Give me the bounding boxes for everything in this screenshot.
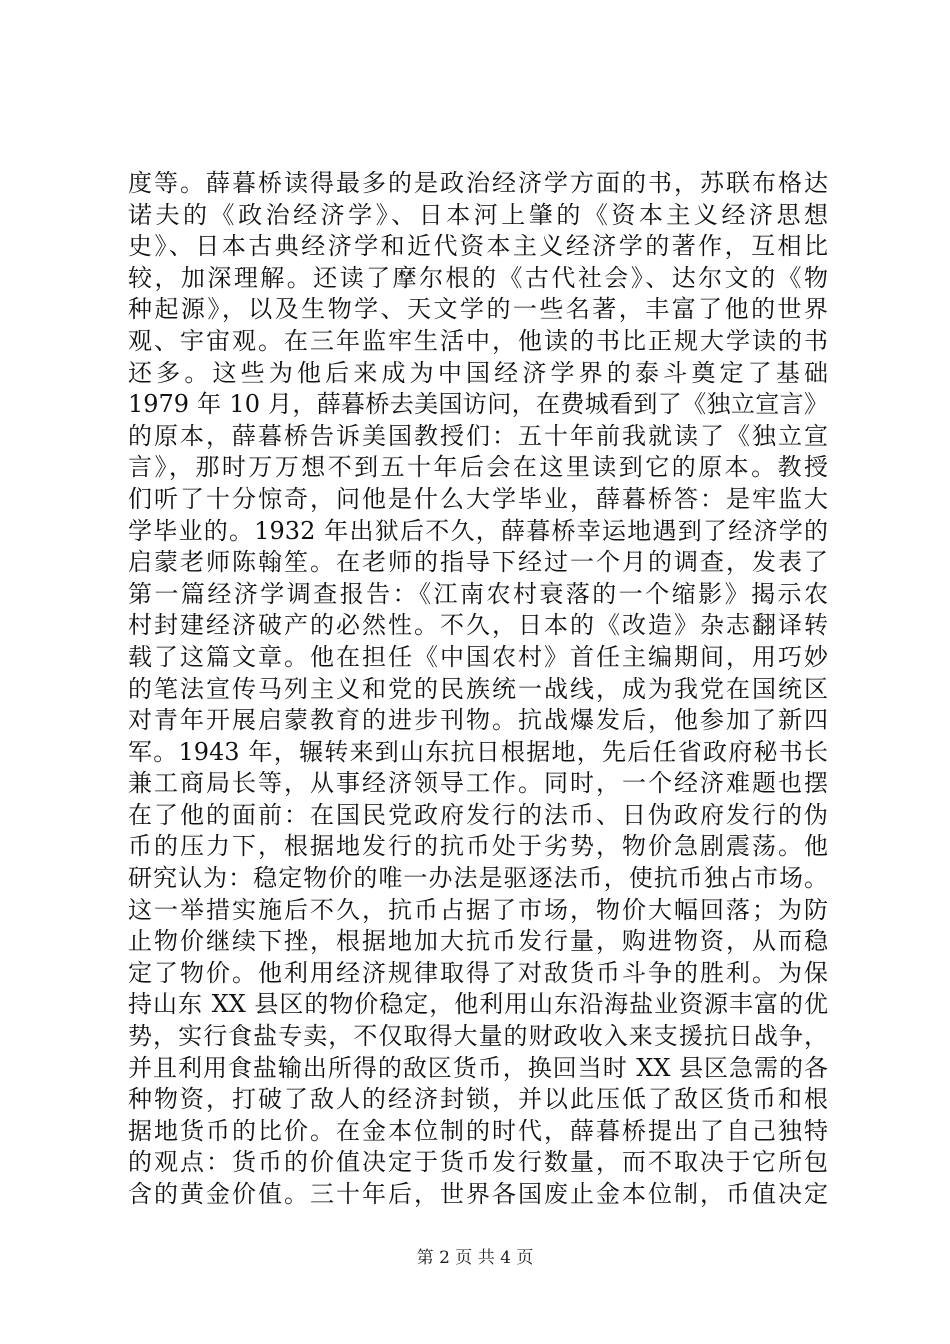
text-line: 还多。这些为他后来成为中国经济学界的泰斗奠定了基础 [128,358,828,387]
text-line: 的原本，薛暮桥告诉美国教授们：五十年前我就读了《独立宣 [128,421,828,450]
text-line: 势，实行食盐专卖，不仅取得大量的财政收入来支援抗日战争， [128,1022,828,1051]
text-line: 度等。薛暮桥读得最多的是政治经济学方面的书，苏联布格达 [128,169,828,197]
text-line: 史》、日本古典经济学和近代资本主义经济学的著作，互相比 [128,232,828,261]
text-line: 启蒙老师陈翰笙。在老师的指导下经过一个月的调查，发表了 [128,548,828,577]
text-line: 持山东 XX 县区的物价稳定，他利用山东沿海盐业资源丰富的优 [128,990,828,1019]
text-line: 诺夫的《政治经济学》、日本河上肇的《资本主义经济思想 [128,200,828,229]
text-line: 并且利用食盐输出所得的敌区货币，换回当时 XX 县区急需的各 [128,1053,828,1082]
text-line: 在了他的面前：在国民党政府发行的法币、日伪政府发行的伪 [128,800,828,829]
text-line: 们听了十分惊奇，问他是什么大学毕业，薛暮桥答：是牢监大 [128,484,828,513]
text-line: 较，加深理解。还读了摩尔根的《古代社会》、达尔文的《物 [128,263,828,292]
text-line: 对青年开展启蒙教育的进步刊物。抗战爆发后，他参加了新四 [128,706,828,735]
text-line: 研究认为：稳定物价的唯一办法是驱逐法币，使抗币独占市场。 [128,864,828,893]
page-number-footer: 第 2 页 共 4 页 [416,1248,534,1268]
text-line: 学毕业的。1932 年出狱后不久，薛暮桥幸运地遇到了经济学的 [128,516,828,545]
text-line: 载了这篇文章。他在担任《中国农村》首任主编期间，用巧妙 [128,642,828,671]
text-line: 兼工商局长等，从事经济领导工作。同时，一个经济难题也摆 [128,769,828,798]
text-line: 定了物价。他利用经济规律取得了对敌货币斗争的胜利。为保 [128,958,828,987]
text-line: 的笔法宣传马列主义和党的民族统一战线，成为我党在国统区 [128,674,828,703]
text-line: 这一举措实施后不久，抗币占据了市场，物价大幅回落；为防 [128,895,828,924]
text-line: 言》，那时万万想不到五十年后会在这里读到它的原本。教授 [128,453,828,482]
text-line: 据地货币的比价。在金本位制的时代，薛暮桥提出了自己独特 [128,1116,828,1145]
text-line: 的观点：货币的价值决定于货币发行数量，而不取决于它所包 [128,1148,828,1177]
text-line: 止物价继续下挫，根据地加大抗币发行量，购进物资，从而稳 [128,927,828,956]
body-text [128,168,828,1211]
text-line: 含的黄金价值。三十年后，世界各国废止金本位制，币值决定 [128,1180,828,1208]
text-line: 1979 年 10 月，薛暮桥去美国访问，在费城看到了《独立宣言》 [128,390,828,419]
text-line: 种起源》，以及生物学、天文学的一些名著，丰富了他的世界 [128,295,828,324]
text-line: 军。1943 年，辗转来到山东抗日根据地，先后任省政府秘书长 [128,737,828,766]
text-line: 种物资，打破了敌人的经济封锁，并以此压低了敌区货币和根 [128,1085,828,1114]
text-line: 观、宇宙观。在三年监牢生活中，他读的书比正规大学读的书 [128,326,828,355]
text-line: 币的压力下，根据地发行的抗币处于劣势，物价急剧震荡。他 [128,832,828,861]
text-line: 村封建经济破产的必然性。不久，日本的《改造》杂志翻译转 [128,611,828,640]
text-line: 第一篇经济学调查报告：《江南农村衰落的一个缩影》揭示农 [128,579,828,608]
